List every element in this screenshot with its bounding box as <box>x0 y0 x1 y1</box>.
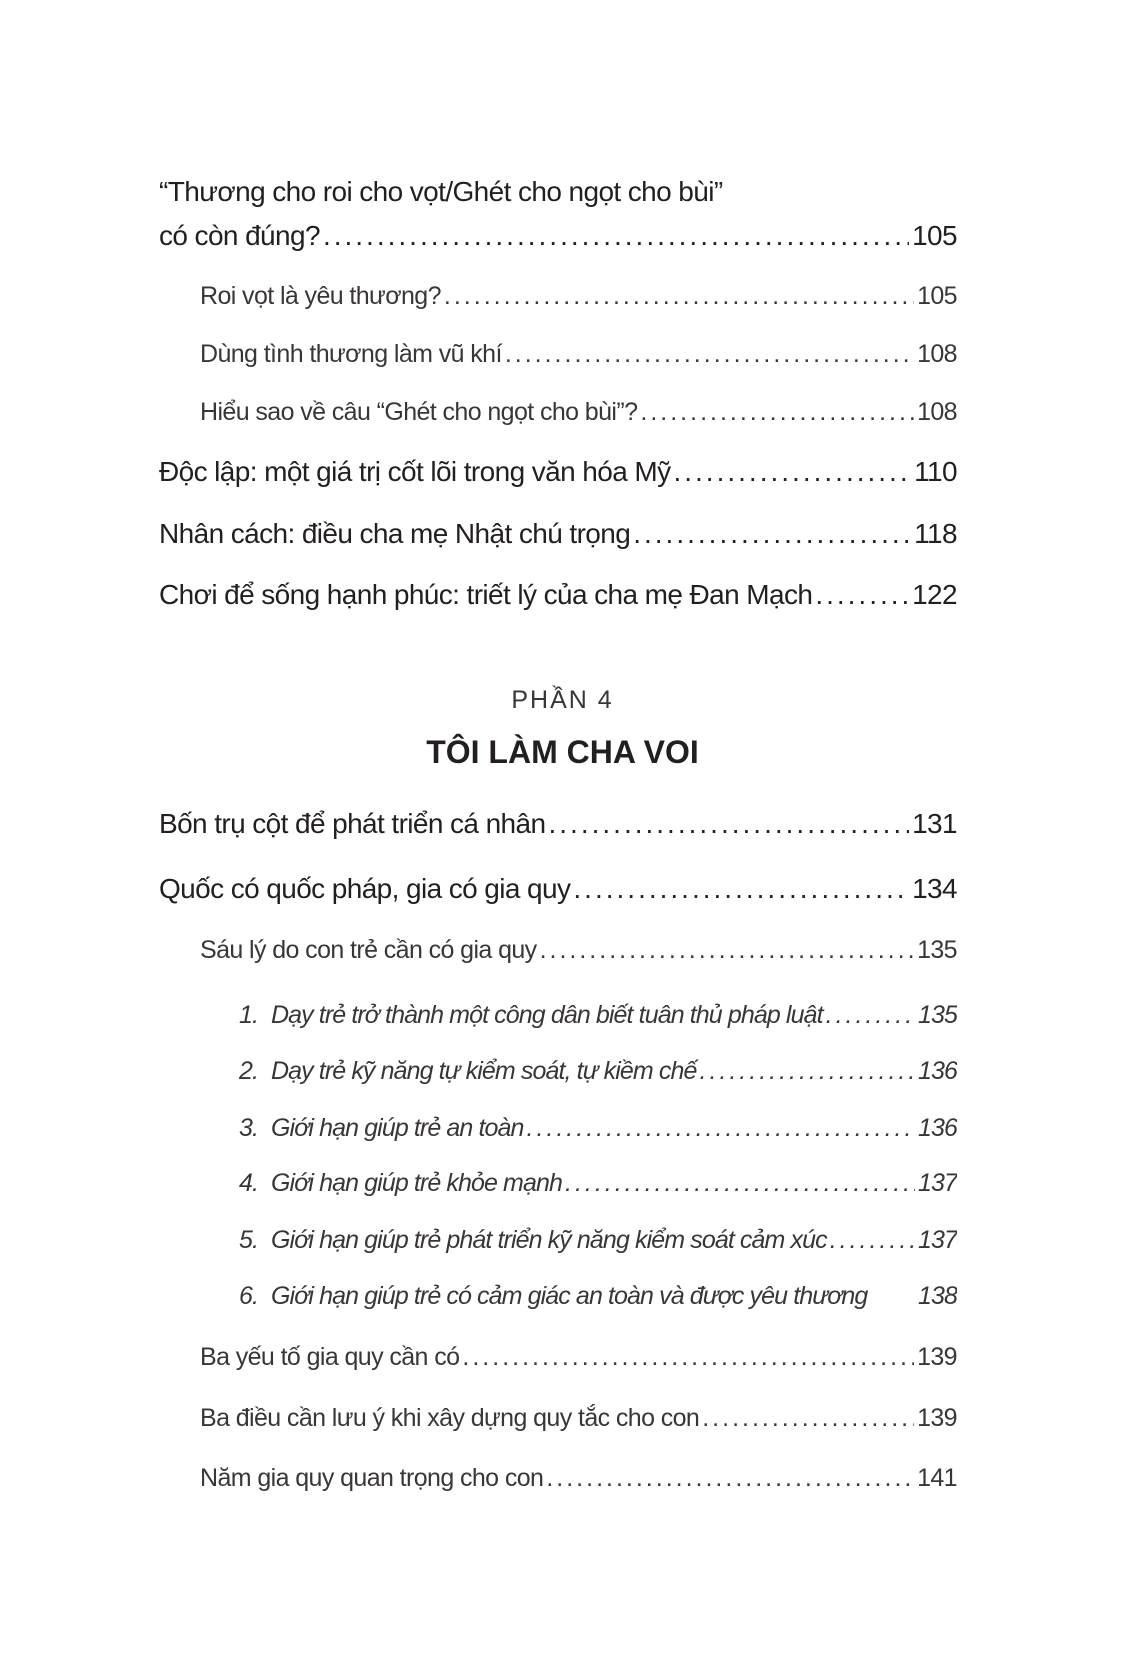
page-number: 136 <box>917 1057 957 1085</box>
toc-item[interactable] <box>239 1001 957 1030</box>
toc-subentry[interactable] <box>200 936 957 965</box>
item-number: 4. <box>239 1169 259 1197</box>
leader-dots <box>323 220 909 252</box>
toc-entry[interactable] <box>159 579 957 611</box>
toc-entry[interactable] <box>159 220 957 252</box>
page-number: 108 <box>917 398 957 426</box>
toc-entry-title: Ba điều cần lưu ý khi xây dựng quy tắc cho con <box>200 1404 700 1432</box>
toc-entry-title: Giới hạn giúp trẻ khỏe mạnh <box>271 1169 562 1197</box>
item-number: 3. <box>239 1114 259 1142</box>
leader-dots <box>815 579 909 611</box>
toc-subentry[interactable] <box>200 1464 957 1493</box>
toc-item[interactable] <box>239 1057 957 1086</box>
toc-entry-title: Giới hạn giúp trẻ an toàn <box>271 1114 524 1142</box>
leader-dots <box>702 1404 914 1433</box>
toc-entry-title-line1: “Thương cho roi cho vọt/Ghét cho ngọt cho bùi” <box>159 176 723 207</box>
toc-entry-title: Giới hạn giúp trẻ phát triển kỹ năng kiểm soát cảm xúc <box>271 1226 827 1254</box>
toc-item[interactable] <box>239 1282 957 1311</box>
leader-dots <box>640 398 914 427</box>
toc-subentry[interactable] <box>200 1404 957 1433</box>
page-number: 139 <box>917 1404 957 1432</box>
leader-dots <box>527 1114 915 1143</box>
page-number: 118 <box>914 518 957 549</box>
leader-dots <box>546 1464 914 1493</box>
page-number: 131 <box>912 808 957 839</box>
toc-entry-title: Năm gia quy quan trọng cho con <box>200 1464 544 1492</box>
page-number: 138 <box>917 1282 957 1310</box>
part-label: PHẦN 4 <box>511 686 614 714</box>
toc-entry-title: Hiểu sao về câu “Ghét cho ngọt cho bùi”? <box>200 398 638 426</box>
item-number: 1. <box>239 1001 259 1029</box>
page-number: 134 <box>912 873 957 904</box>
leader-dots <box>673 456 911 488</box>
toc-entry-title: có còn đúng? <box>159 220 320 251</box>
toc-subentry[interactable] <box>200 340 957 369</box>
page-number: 137 <box>917 1226 957 1254</box>
toc-entry-title: Giới hạn giúp trẻ có cảm giác an toàn và được yêu thương <box>271 1282 868 1310</box>
page-number: 135 <box>917 936 957 964</box>
toc-entry-title: Ba yếu tố gia quy cần có <box>200 1343 460 1371</box>
leader-dots <box>462 1343 914 1372</box>
leader-dots <box>565 1169 915 1198</box>
leader-dots <box>826 1001 915 1030</box>
toc-entry-title: Dạy trẻ trở thành một công dân biết tuân thủ pháp luật <box>271 1001 823 1029</box>
page-number: 139 <box>917 1343 957 1371</box>
toc-entry-title: Bốn trụ cột để phát triển cá nhân <box>159 808 546 839</box>
toc-entry[interactable] <box>159 456 957 488</box>
toc-entry-title: Chơi để sống hạnh phúc: triết lý của cha mẹ Đan Mạch <box>159 579 813 610</box>
toc-entry-title: Roi vọt là yêu thương? <box>200 282 441 310</box>
leader-dots <box>548 808 909 840</box>
toc-entry-title: Nhân cách: điều cha mẹ Nhật chú trọng <box>159 518 631 549</box>
leader-dots <box>444 282 914 311</box>
leader-dots <box>573 873 909 905</box>
toc-subentry[interactable] <box>200 282 957 311</box>
toc-entry-title: Dùng tình thương làm vũ khí <box>200 340 502 368</box>
toc-entry[interactable] <box>159 518 957 550</box>
leader-dots <box>505 340 914 369</box>
toc-item[interactable] <box>239 1226 957 1255</box>
page-number: 137 <box>917 1169 957 1197</box>
page-number: 110 <box>914 456 957 487</box>
toc-item[interactable] <box>239 1114 957 1143</box>
page-number: 135 <box>917 1001 957 1029</box>
item-number: 2. <box>239 1057 259 1085</box>
leader-dots <box>633 518 911 550</box>
toc-subentry[interactable] <box>200 1343 957 1372</box>
toc-entry[interactable] <box>159 873 957 905</box>
item-number: 6. <box>239 1282 259 1310</box>
page-number: 105 <box>917 282 957 310</box>
page-number: 108 <box>917 340 957 368</box>
leader-dots <box>540 936 915 965</box>
page-number: 122 <box>912 579 957 610</box>
toc-item[interactable] <box>239 1169 957 1198</box>
leader-dots <box>830 1226 915 1255</box>
leader-dots <box>700 1057 915 1086</box>
page-number: 136 <box>917 1114 957 1142</box>
part-title: TÔI LÀM CHA VOI <box>426 734 699 770</box>
toc-entry-title: Dạy trẻ kỹ năng tự kiểm soát, tự kiềm chế <box>271 1057 697 1085</box>
item-number: 5. <box>239 1226 259 1254</box>
toc-entry-title: Quốc có quốc pháp, gia có gia quy <box>159 873 571 904</box>
page-number: 141 <box>917 1464 957 1492</box>
toc-entry-title: Độc lập: một giá trị cốt lõi trong văn hóa Mỹ <box>159 456 671 487</box>
page-number: 105 <box>912 220 957 251</box>
toc-entry-title: Sáu lý do con trẻ cần có gia quy <box>200 936 537 964</box>
toc-entry[interactable] <box>159 808 957 840</box>
toc-subentry[interactable] <box>200 398 957 427</box>
